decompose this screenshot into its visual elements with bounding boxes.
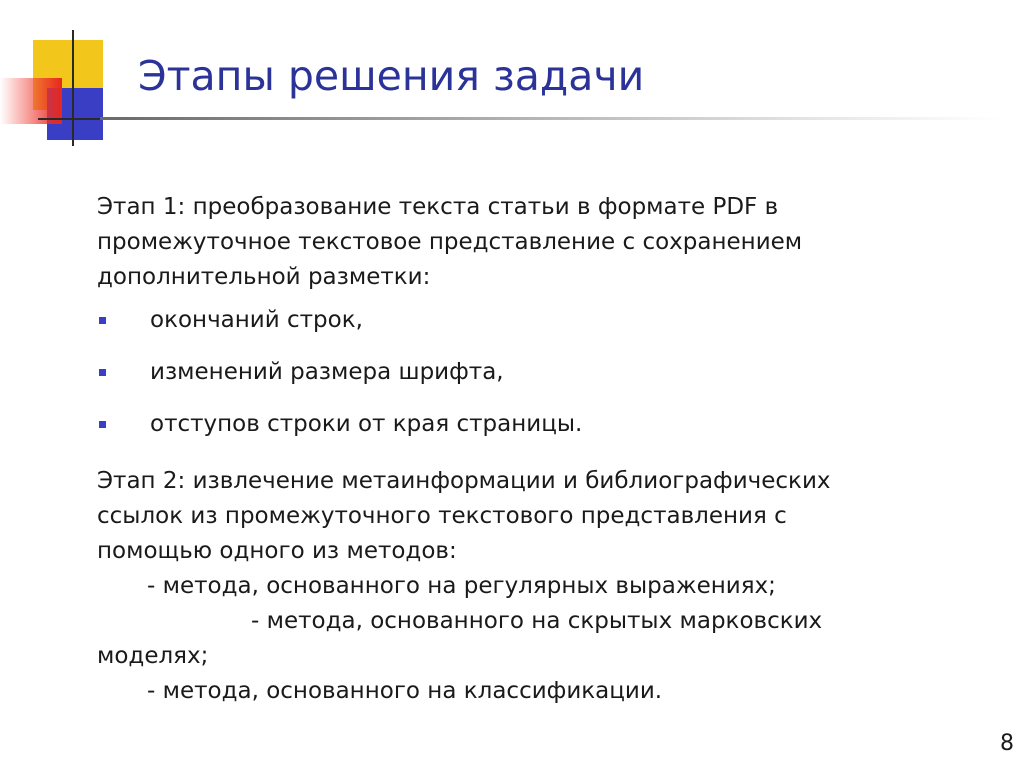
- bullet-item: [97, 303, 897, 338]
- stage1-bullet-list: [97, 303, 897, 442]
- stage2-method-regex: - метода, основанного на регулярных выражениях;: [147, 573, 776, 599]
- title-underline: [100, 117, 1000, 120]
- stage2-method-hmm-continued: моделях;: [97, 643, 209, 669]
- square-bullet-icon: [99, 317, 106, 324]
- bullet-text: отступов строки от края страницы.: [150, 411, 583, 437]
- bullet-text: окончаний строк,: [150, 307, 363, 333]
- square-bullet-icon: [99, 369, 106, 376]
- bullet-text: изменений размера шрифта,: [150, 359, 504, 385]
- stage2-line-1: Этап 2: извлечение метаинформации и библиографических: [97, 468, 831, 494]
- stage1-paragraph: [97, 190, 897, 295]
- logo-vertical-line: [72, 30, 74, 146]
- stage1-line-3: дополнительной разметки:: [97, 264, 431, 290]
- stage2-line-2: ссылок из промежуточного текстового представления с: [97, 503, 787, 529]
- stage1-line-2: промежуточное текстовое представление с сохранением: [97, 229, 803, 255]
- stage2-method-classification: - метода, основанного на классификации.: [147, 678, 663, 704]
- slide-body: [97, 190, 897, 709]
- page-number: 8: [1000, 731, 1014, 756]
- bullet-item: [97, 355, 897, 390]
- stage2-method-hmm: - метода, основанного на скрытых марковских: [251, 608, 823, 634]
- stage1-line-1: Этап 1: преобразование текста статьи в формате PDF в: [97, 194, 779, 220]
- bullet-item: [97, 407, 897, 442]
- slide-title: Этапы решения задачи: [138, 52, 645, 100]
- square-bullet-icon: [99, 421, 106, 428]
- stage2-line-3: помощью одного из методов:: [97, 538, 457, 564]
- stage2-paragraph: [97, 464, 897, 709]
